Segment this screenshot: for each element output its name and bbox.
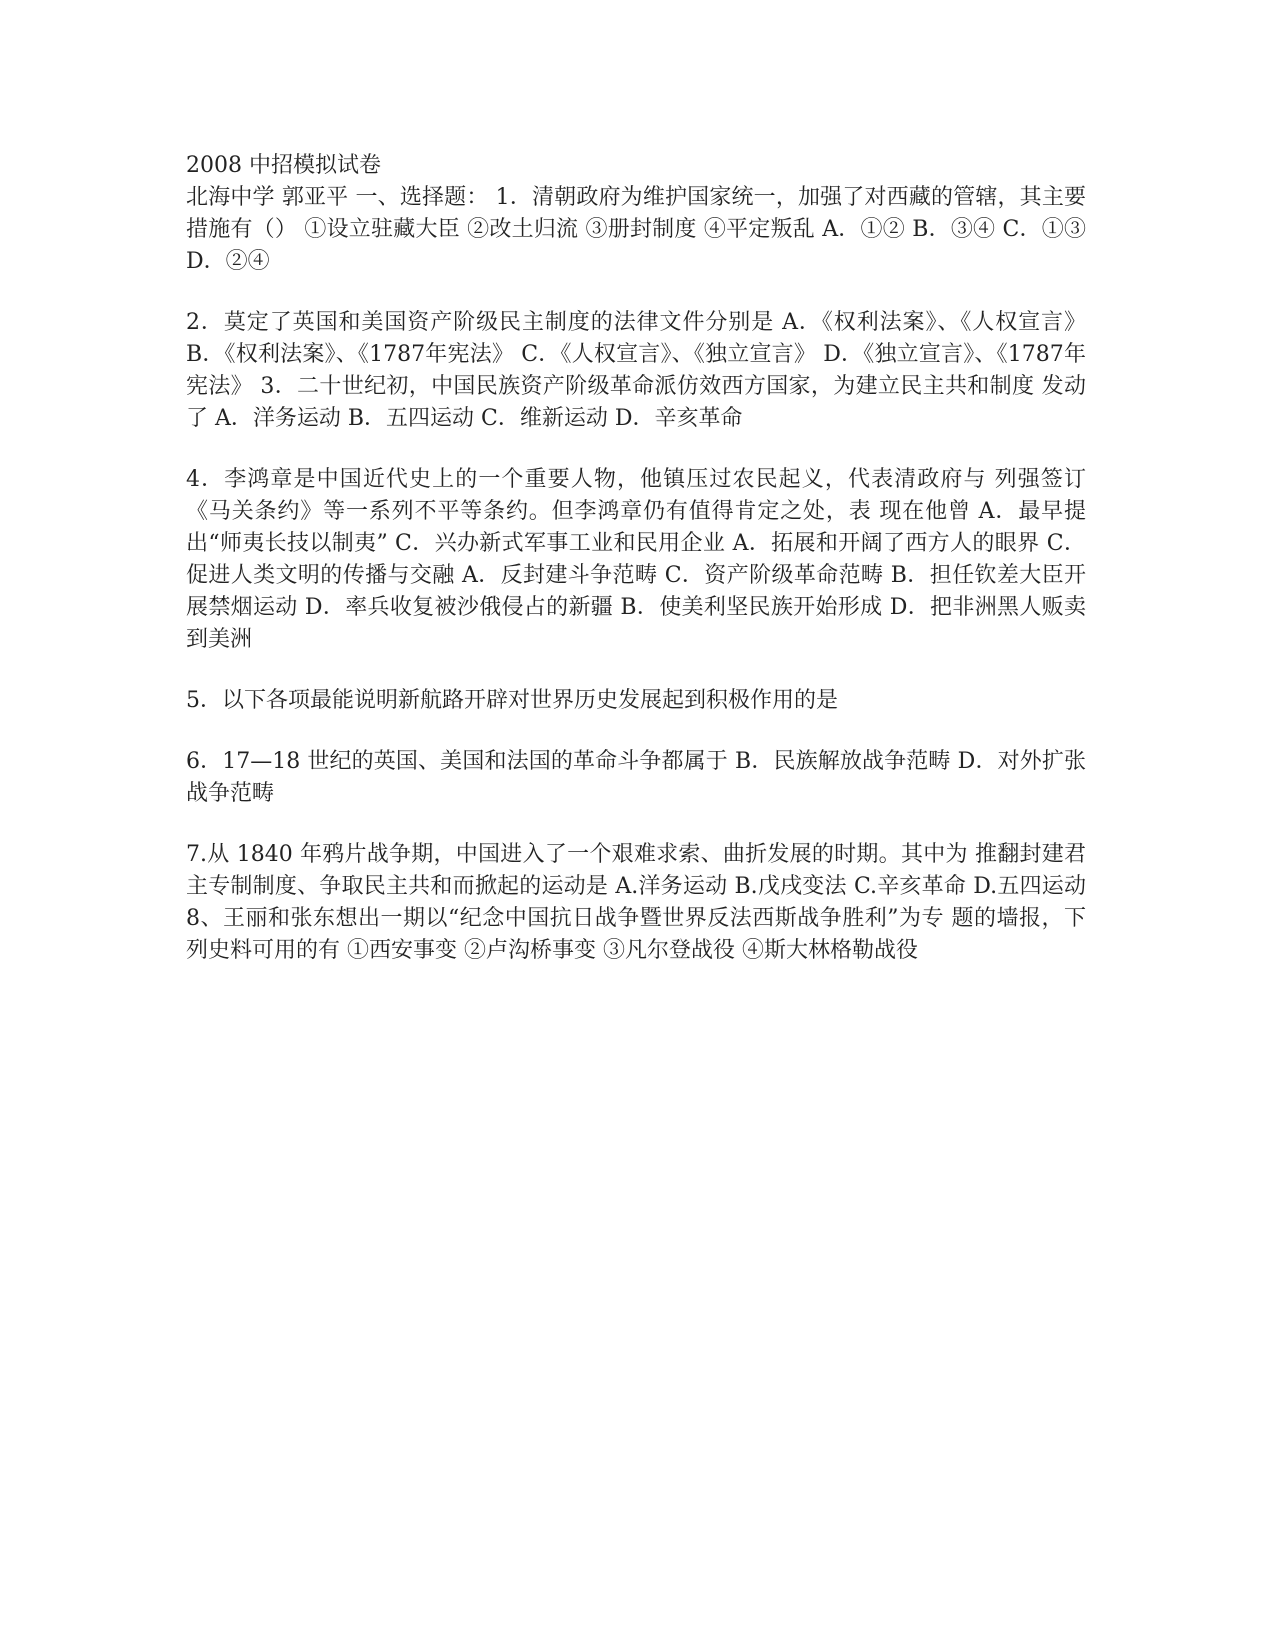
paragraph-question-6: 6．17—18 世纪的英国、美国和法国的革命斗争都属于 B．民族解放战争范畴 D．对外扩张战争范畴 [186, 749, 1086, 806]
document-title: 2008 中招模拟试卷 [186, 153, 381, 178]
paragraph-question-5: 5．以下各项最能说明新航路开辟对世界历史发展起到积极作用的是 [186, 688, 838, 713]
paragraph-question-4: 4．李鸿章是中国近代史上的一个重要人物，他镇压过农民起义，代表清政府与 列强签订《马关条约》等一系列不平等条约。但李鸿章仍有值得肯定之处，表 现在他曾 A．最早提出“师夷长技以制夷” C．兴办新式军事工业和民用企业 A．拓展和开阔了西方人的眼界 C．促进人类文明的传播与交融 A．反封建斗争范畴 C．资产阶级革命范畴 B．担任钦差大臣开展禁烟运动 D．率兵收复被沙俄侵占的新疆 B．使美利坚民族开始形成 D．把非洲黑人贩卖到美洲 [186, 467, 1086, 652]
paragraph-questions-2-3: 2．莫定了英国和美国资产阶级民主制度的法律文件分别是 A．《权利法案》、《人权宣言》 B．《权利法案》、《1787年宪法》 C．《人权宣言》、《独立宣言》 D．《独立宣言》、《1787年宪法》 3．二十世纪初，中国民族资产阶级革命派仿效西方国家，为建立民主共和制度 发动了 A．洋务运动 B．五四运动 C．维新运动 D．辛亥革命 [186, 310, 1086, 431]
paragraph-question-1: 北海中学 郭亚平 一、选择题： 1．清朝政府为维护国家统一，加强了对西藏的管辖，其主要措施有（） ①设立驻藏大臣 ②改土归流 ③册封制度 ④平定叛乱 A．①② B．③④ C．①③ D．②④ [186, 185, 1086, 274]
document-body [186, 150, 1086, 967]
paragraph-questions-7-8: 7.从 1840 年鸦片战争期，中国进入了一个艰难求索、曲折发展的时期。其中为 推翻封建君主专制制度、争取民主共和而掀起的运动是 A.洋务运动 B.戊戌变法 C.辛亥革命 D.五四运动 8、王丽和张东想出一期以“纪念中国抗日战争暨世界反法西斯战争胜利”为专 题的墙报，下列史料可用的有 ①西安事变 ②卢沟桥事变 ③凡尔登战役 ④斯大林格勒战役 [186, 842, 1086, 963]
